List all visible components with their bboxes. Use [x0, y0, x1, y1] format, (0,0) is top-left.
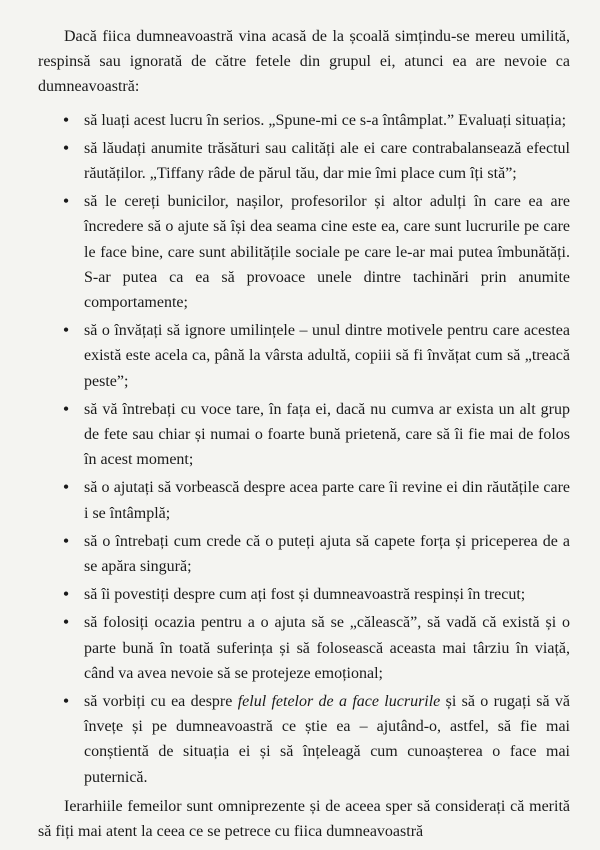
list-item — [38, 610, 570, 686]
bullet-icon: • — [63, 532, 69, 550]
bullet-icon: • — [63, 479, 69, 497]
bullet-icon: • — [63, 193, 69, 211]
list-item — [38, 689, 570, 790]
list-item-text: să le cereți bunicilor, nașilor, profesorilor și altor adulți în care ea are încredere să o ajute să își dea seama cine este ea, care sunt lucrurile pe care le face bine, care sunt abilitățile sociale pe care le-ar mai putea îmbunătăți. S-ar putea ca ea să provoace unele dintre tachinări prin anumite comportamente; — [84, 193, 570, 312]
list-item-text: să o învățați să ignore umilințele – unul dintre motivele pentru care acestea există este acela ca, până la vârsta adultă, copiii să fi învățat cum să „treacă peste”; — [84, 322, 570, 390]
list-item-text: să îi povestiți despre cum ați fost și dumneavoastră respinși în trecut; — [84, 586, 526, 604]
list-item-text: să o întrebați cum crede că o puteți ajuta să capete forța și priceperea de a se apăra singură; — [84, 532, 570, 576]
list-item — [38, 318, 570, 394]
bullet-icon: • — [63, 614, 69, 632]
list-item-text-before: să vorbiți cu ea despre — [84, 693, 238, 711]
list-item — [38, 108, 570, 133]
list-item — [38, 189, 570, 315]
bullet-icon: • — [63, 322, 69, 340]
bullet-icon: • — [63, 693, 69, 711]
advice-list — [38, 108, 570, 790]
intro-paragraph: Dacă fiica dumneavoastră vina acasă de la școală simțindu-se mereu umilită, respinsă sau ignorată de către fetele din grupul ei, atunci ea are nevoie ca dumneavoastră: — [38, 28, 570, 96]
italic-phrase: felul fetelor de a face lucrurile — [237, 693, 441, 711]
list-item-text: să lăudați anumite trăsături sau calități ale ei care contrabalansează efectul răutăților. „Tiffany râde de părul tău, dar mie îmi place cum îți stă”; — [84, 139, 570, 183]
list-item — [38, 529, 570, 579]
list-item-text-after: și să o rugați să vă învețe și pe dumneavoastră ce știe ea – ajutând-o, astfel, să fie mai conștientă de situația ei și să înțeleagă cum cunoașterea o face mai puternică. — [84, 693, 571, 786]
list-item-text: să vă întrebați cu voce tare, în fața ei, dacă nu cumva ar exista un alt grup de fete sau chiar și numai o foarte bună prietenă, care să îi fie mai de folos în acest moment; — [84, 400, 570, 469]
closing-paragraph: Ierarhiile femeilor sunt omniprezente și de aceea sper să considerați că merită să fiți mai atent la ceea ce se petrece cu fiica dumneavoastră — [38, 797, 570, 841]
list-item — [38, 582, 570, 607]
bullet-icon: • — [63, 139, 69, 157]
list-item — [38, 475, 570, 525]
list-item-text: să luați acest lucru în serios. „Spune-mi ce s-a întâmplat.” Evaluați situația; — [84, 111, 567, 129]
list-item — [38, 397, 570, 473]
list-item-text: să folosiți ocazia pentru a o ajuta să se „călească”, să vadă că există și o parte bună în toată suferința și să folosească aceasta mai târziu în viață, când va avea nevoie să se protejeze emoțional; — [84, 614, 570, 682]
list-item — [38, 136, 570, 186]
list-item-text: să o ajutați să vorbească despre acea parte care îi revine ei din răutățile care i se întâmplă; — [84, 479, 570, 522]
bullet-icon: • — [63, 400, 69, 418]
bullet-icon: • — [63, 111, 69, 129]
bullet-icon: • — [63, 586, 69, 604]
